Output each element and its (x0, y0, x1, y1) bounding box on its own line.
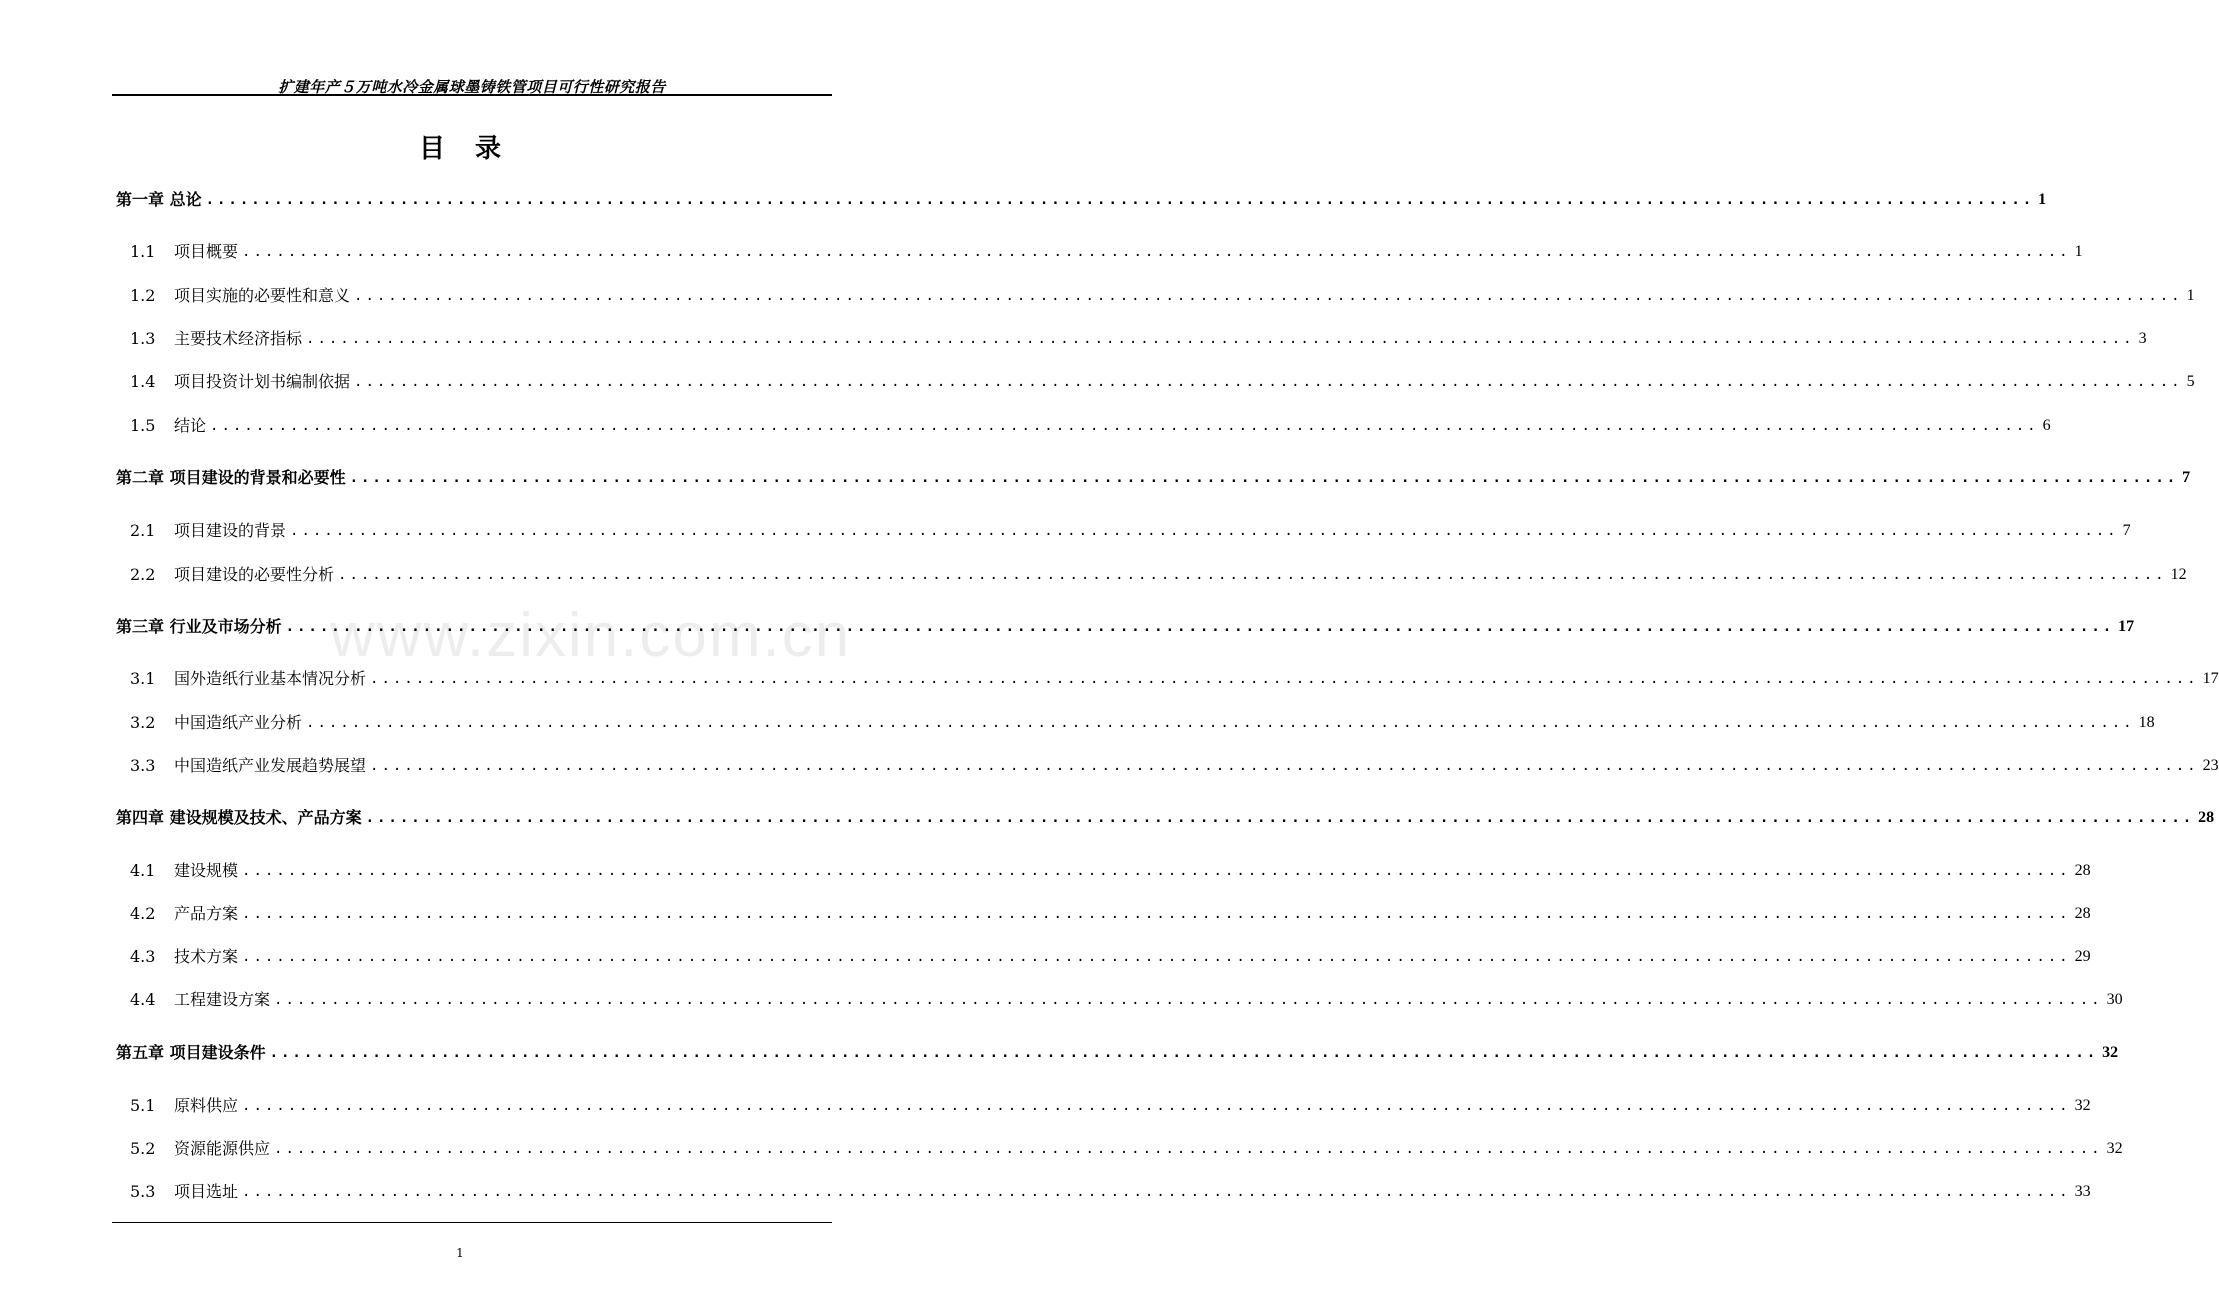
page-number: 1 (456, 1246, 464, 1260)
toc-entry-label (130, 414, 210, 438)
toc-dot-leader: ................................................................................................................................................................ (285, 619, 2115, 635)
toc-entry-text: 第一章 总论 (116, 190, 202, 209)
toc-entry-label (130, 327, 306, 351)
toc-page-number: 3 (2138, 330, 2147, 347)
toc-page-number: 5 (2186, 373, 2195, 390)
toc-entry-label (130, 754, 370, 778)
toc-entry-label (130, 370, 354, 394)
toc-page-number: 1 (2186, 287, 2195, 304)
toc-entry-text: 工程建设方案 (174, 990, 271, 1009)
toc-page-number: 23 (2202, 757, 2219, 774)
toc-section-number: 5.3 (130, 1182, 156, 1201)
toc-section-number: 4.3 (130, 947, 156, 966)
toc-page-number: 32 (2074, 1097, 2091, 1114)
toc-section-number: 1.5 (130, 416, 156, 435)
toc-chapter-entry[interactable] (116, 1041, 2119, 1065)
toc-section-number: 3.3 (130, 756, 156, 775)
toc-entry-label (130, 1137, 274, 1161)
toc-page-number: 18 (2138, 714, 2155, 731)
toc-dot-leader: ................................................................................................................................................................ (338, 567, 2167, 583)
toc-entry-label (130, 859, 242, 883)
toc-page-number: 28 (2198, 809, 2215, 826)
toc-dot-leader: ................................................................................................................................................................ (354, 374, 2183, 390)
toc-entry-label (130, 240, 242, 264)
toc-entry-label (130, 667, 370, 691)
toc-page-number: 1 (2038, 191, 2047, 208)
toc-page-number: 7 (2182, 469, 2191, 486)
toc-entry-label (116, 466, 350, 490)
toc-page-number: 28 (2074, 905, 2091, 922)
toc-dot-leader: ................................................................................................................................................................ (370, 671, 2199, 687)
toc-entry-text: 资源能源供应 (174, 1139, 271, 1158)
toc-entry-label (130, 902, 242, 926)
toc-page-number: 33 (2074, 1183, 2091, 1200)
watermark: www.zixin.com.cn (330, 601, 852, 670)
toc-section-number: 1.3 (130, 329, 156, 348)
toc-section-number: 1.2 (130, 286, 156, 305)
toc-section-number: 1.4 (130, 372, 156, 391)
toc-dot-leader: ................................................................................................................................................................ (210, 418, 2039, 434)
toc-chapter-entry[interactable] (116, 466, 2191, 490)
toc-dot-leader: ................................................................................................................................................................ (290, 523, 2119, 539)
toc-chapter-entry[interactable] (116, 188, 2047, 212)
toc-page-number: 12 (2170, 566, 2187, 583)
toc-dot-leader: ................................................................................................................................................................ (242, 863, 2071, 879)
toc-entry-label (130, 284, 354, 308)
toc-page-number: 17 (2118, 618, 2135, 635)
toc-dot-leader: ................................................................................................................................................................ (365, 810, 2195, 826)
toc-section-entry[interactable] (130, 754, 2219, 778)
toc-section-entry[interactable] (130, 370, 2195, 394)
toc-page-number: 6 (2042, 417, 2051, 434)
toc-page-number: 28 (2074, 862, 2091, 879)
toc-entry-text: 项目投资计划书编制依据 (174, 372, 351, 391)
toc-section-entry[interactable] (130, 519, 2131, 543)
toc-entry-text: 主要技术经济指标 (174, 329, 303, 348)
toc-dot-leader: ................................................................................................................................................................ (242, 1184, 2071, 1200)
toc-section-entry[interactable] (130, 1180, 2091, 1204)
toc-dot-leader: ................................................................................................................................................................ (274, 1141, 2103, 1157)
toc-entry-text: 结论 (174, 416, 207, 435)
toc-dot-leader: ................................................................................................................................................................ (274, 992, 2103, 1008)
toc-section-entry[interactable] (130, 667, 2219, 691)
toc-chapter-entry[interactable] (116, 806, 2215, 830)
toc-dot-leader: ................................................................................................................................................................ (242, 949, 2071, 965)
toc-page-number: 32 (2106, 1140, 2123, 1157)
toc-dot-leader: ................................................................................................................................................................ (205, 192, 2035, 208)
toc-section-entry[interactable] (130, 945, 2091, 969)
toc-section-entry[interactable] (130, 1137, 2123, 1161)
toc-entry-text: 第四章 建设规模及技术、产品方案 (116, 808, 362, 827)
toc-section-entry[interactable] (130, 240, 2083, 264)
toc-section-entry[interactable] (130, 711, 2155, 735)
toc-entry-text: 原料供应 (174, 1096, 239, 1115)
toc-section-number: 2.2 (130, 565, 156, 584)
toc-entry-text: 项目选址 (174, 1182, 239, 1201)
toc-section-number: 3.1 (130, 669, 156, 688)
toc-dot-leader: ................................................................................................................................................................ (349, 470, 2179, 486)
toc-entry-label (130, 988, 274, 1012)
footer-rule (112, 1222, 832, 1223)
toc-dot-leader: ................................................................................................................................................................ (242, 244, 2071, 260)
toc-entry-label (116, 1041, 270, 1065)
toc-page-number: 17 (2202, 670, 2219, 687)
toc-entry-label (116, 806, 366, 830)
toc-section-entry[interactable] (130, 327, 2147, 351)
toc-section-entry[interactable] (130, 902, 2091, 926)
toc-page-number: 7 (2122, 522, 2131, 539)
toc-section-number: 1.1 (130, 242, 156, 261)
toc-entry-text: 技术方案 (174, 947, 239, 966)
toc-entry-label (130, 1094, 242, 1118)
toc-entry-label (116, 188, 206, 212)
toc-entry-text: 第三章 行业及市场分析 (116, 617, 282, 636)
toc-entry-text: 建设规模 (174, 861, 239, 880)
toc-title: 目录 (418, 134, 531, 164)
header-rule (112, 94, 832, 96)
toc-section-number: 4.1 (130, 861, 156, 880)
running-header-title: 扩建年产５万吨水冷金属球墨铸铁管项目可行性研究报告 (278, 78, 666, 96)
toc-section-number: 4.2 (130, 904, 156, 923)
toc-section-entry[interactable] (130, 988, 2123, 1012)
toc-section-entry[interactable] (130, 284, 2195, 308)
toc-section-number: 4.4 (130, 990, 156, 1009)
toc-page-number: 32 (2102, 1044, 2119, 1061)
toc-entry-text: 中国造纸产业分析 (174, 713, 303, 732)
toc-dot-leader: ................................................................................................................................................................ (306, 715, 2135, 731)
toc-entry-text: 第五章 项目建设条件 (116, 1043, 266, 1062)
toc-entry-text: 产品方案 (174, 904, 239, 923)
toc-page-number: 29 (2074, 948, 2091, 965)
toc-entry-text: 项目实施的必要性和意义 (174, 286, 351, 305)
toc-entry-text: 项目概要 (174, 242, 239, 261)
toc-page-number: 1 (2074, 243, 2083, 260)
toc-section-entry[interactable] (130, 563, 2187, 587)
toc-entry-label (130, 563, 338, 587)
toc-entry-text: 项目建设的背景 (174, 521, 287, 540)
toc-entry-label (130, 945, 242, 969)
toc-dot-leader: ................................................................................................................................................................ (370, 758, 2199, 774)
toc-section-number: 3.2 (130, 713, 156, 732)
toc-entry-text: 第二章 项目建设的背景和必要性 (116, 468, 346, 487)
toc-page-number: 30 (2106, 991, 2123, 1008)
toc-section-number: 5.2 (130, 1139, 156, 1158)
toc-section-entry[interactable] (130, 414, 2051, 438)
toc-dot-leader: ................................................................................................................................................................ (306, 331, 2135, 347)
toc-entry-label (130, 1180, 242, 1204)
toc-entry-label (130, 519, 290, 543)
toc-entry-text: 项目建设的必要性分析 (174, 565, 335, 584)
toc-dot-leader: ................................................................................................................................................................ (242, 1098, 2071, 1114)
toc-dot-leader: ................................................................................................................................................................ (269, 1045, 2099, 1061)
toc-section-number: 5.1 (130, 1096, 156, 1115)
toc-entry-label (130, 711, 306, 735)
toc-dot-leader: ................................................................................................................................................................ (242, 906, 2071, 922)
toc-chapter-entry[interactable] (116, 615, 2135, 639)
toc-dot-leader: ................................................................................................................................................................ (354, 288, 2183, 304)
toc-section-number: 2.1 (130, 521, 156, 540)
toc-entry-label (116, 615, 286, 639)
toc-entry-text: 国外造纸行业基本情况分析 (174, 669, 367, 688)
toc-section-entry[interactable] (130, 859, 2091, 883)
toc-entry-text: 中国造纸产业发展趋势展望 (174, 756, 367, 775)
toc-section-entry[interactable] (130, 1094, 2091, 1118)
